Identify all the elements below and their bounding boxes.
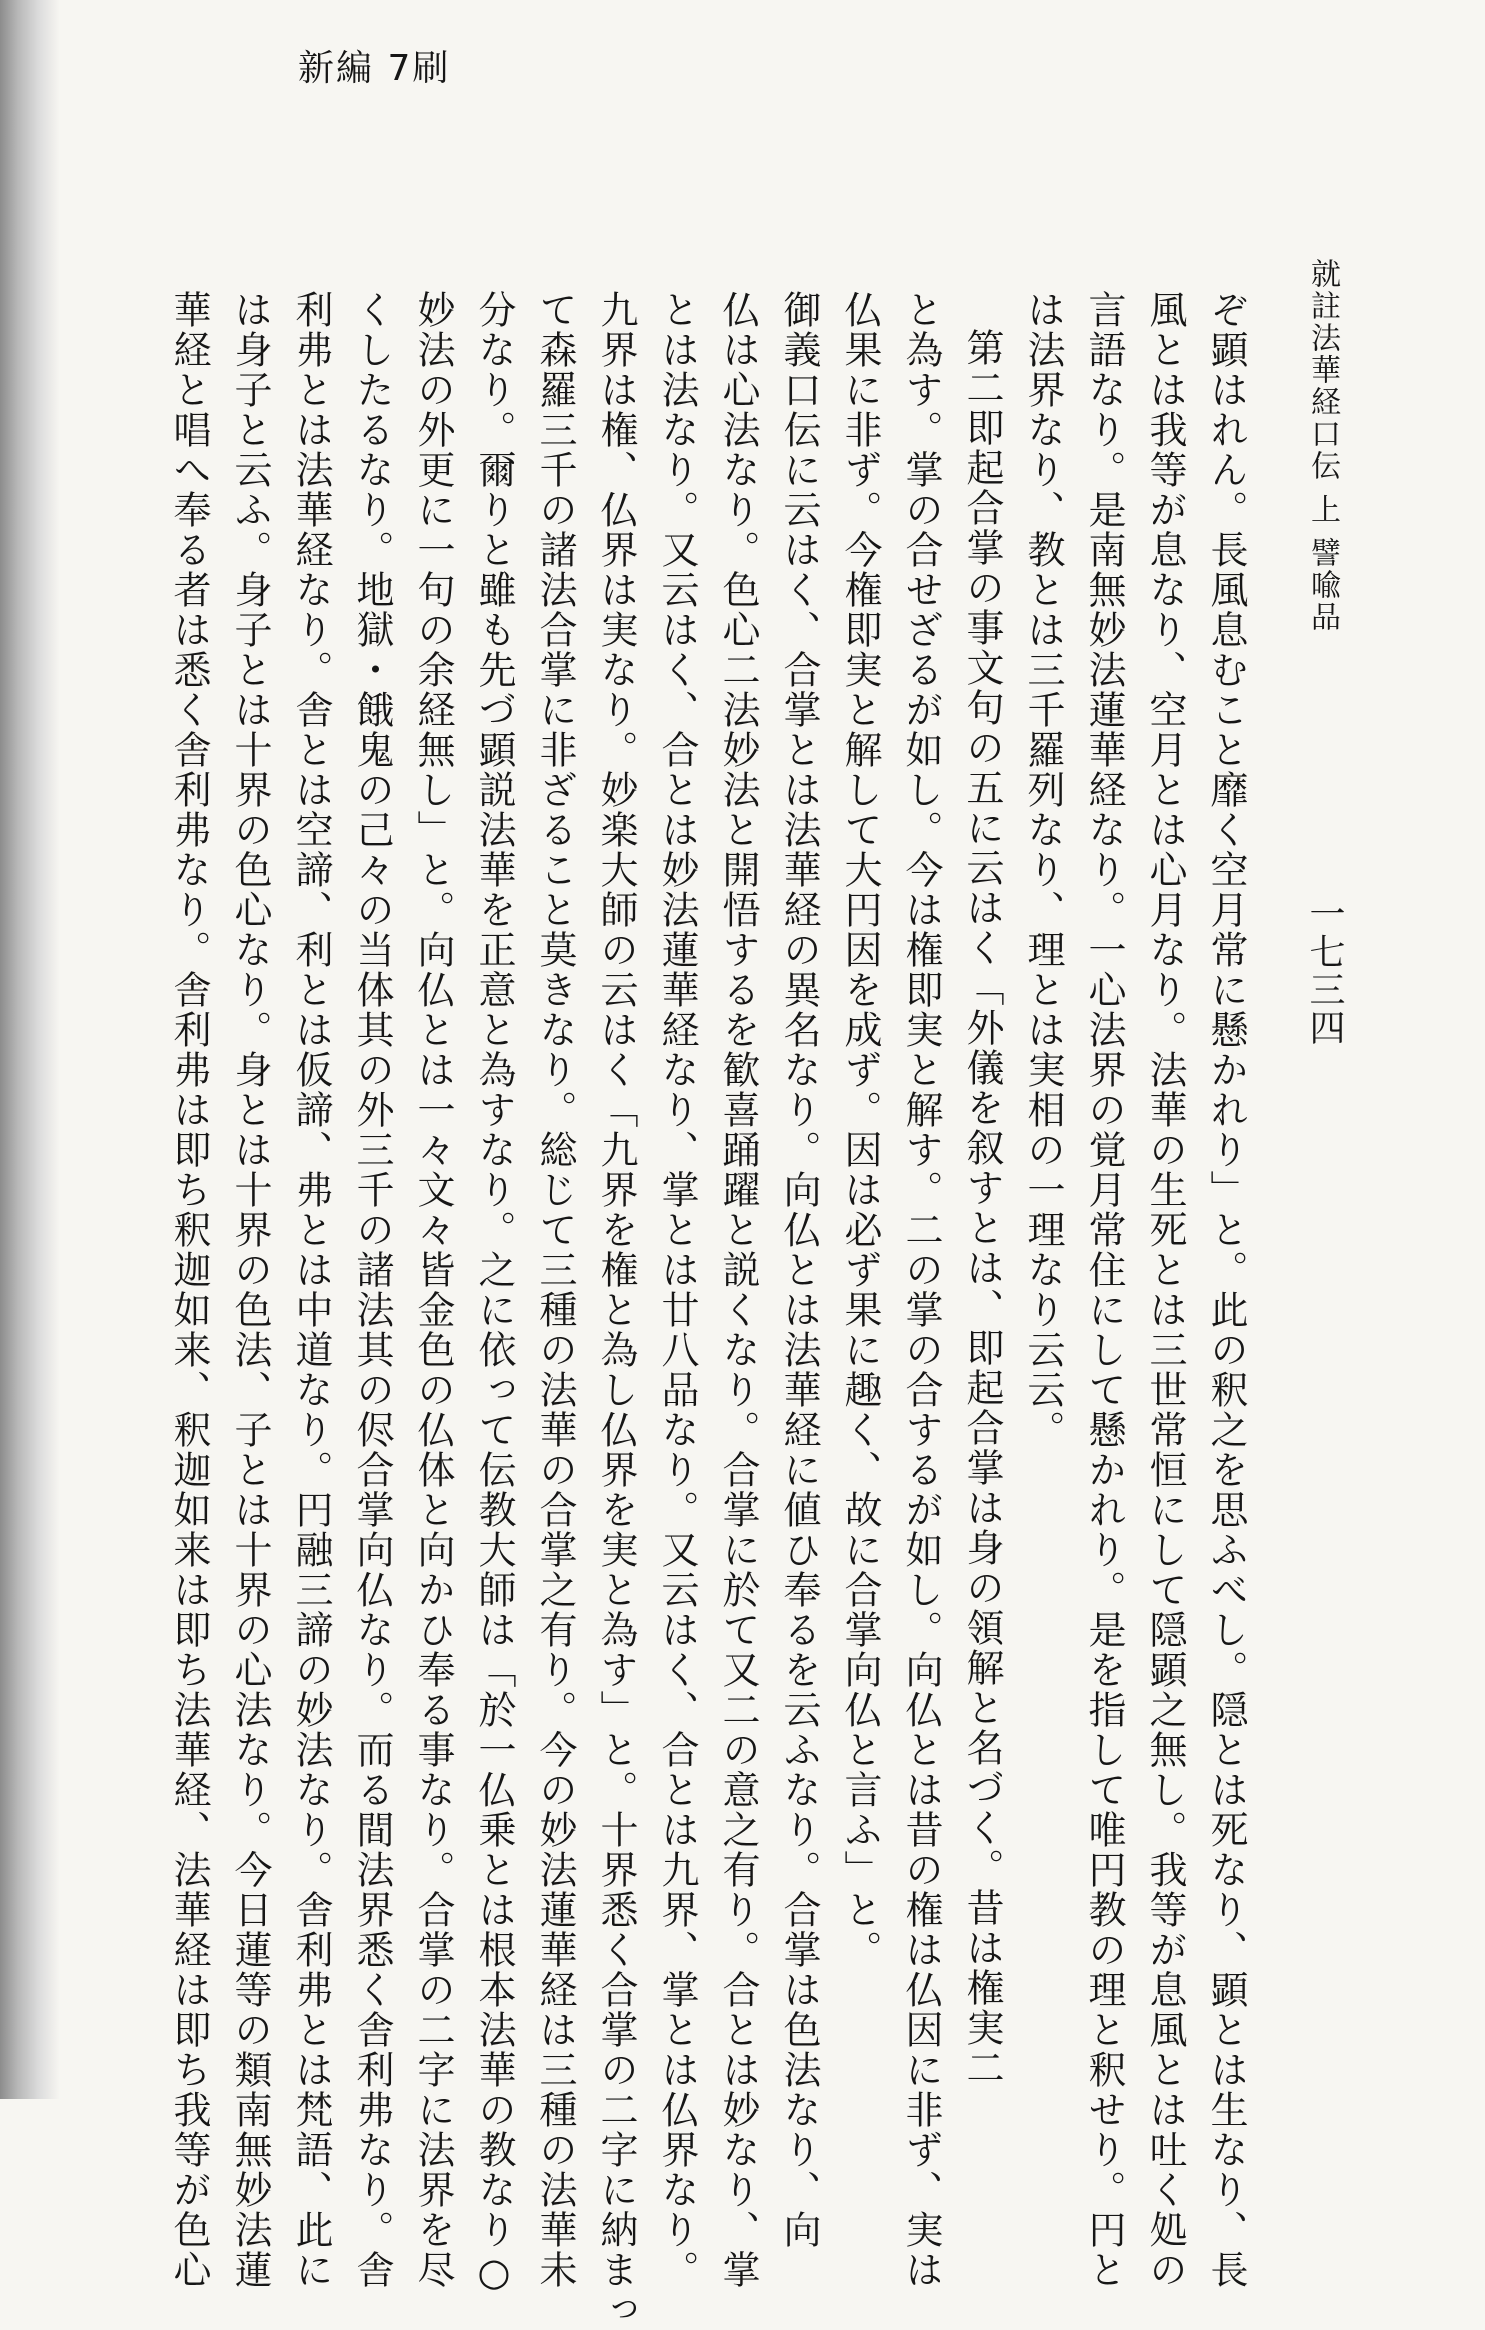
running-head: 就註法華経口伝 上 譬喩品 — [1305, 258, 1340, 634]
text-line: 分なり。爾りと雖も先づ顕説法華を正意と為すなり。之に依って伝教大師は「於一仏乗とは根本法華の教なり○ — [472, 290, 516, 2296]
section-heading — [951, 290, 1012, 2088]
edition-label: 新編 7刷 — [298, 48, 451, 89]
text-line: 仏果に非ず。今権即実と解して大円因を成ず。因は必ず果に趣く、故に合掌向仏と言ふ」と。 — [838, 290, 882, 1970]
text-line: 仏は心法なり。色心二法妙法と開悟するを歓喜踊躍と説くなり。合掌に於て又二の意之有り。合とは妙なり、掌 — [716, 290, 760, 2290]
text-line: 華経と唱へ奉る者は悉く舎利弗なり。舎利弗は即ち釈迦如来、釈迦如来は即ち法華経、法華経は即ち我等が色心 — [167, 290, 211, 2290]
text-line: て森羅三千の諸法合掌に非ざること莫きなり。総じて三種の法華の合掌之有り。今の妙法蓮華経は三種の法華未 — [533, 290, 577, 2290]
scan-gutter-shadow — [0, 0, 60, 2099]
text-line: とは法なり。又云はく、合とは妙法蓮華経なり、掌とは廿八品なり。又云はく、合とは九界、掌とは仏界なり。 — [655, 290, 699, 2290]
text-line: 言語なり。是南無妙法蓮華経なり。一心法界の覚月常住にして懸かれり。是を指して唯円教の理と釈せり。円と — [1082, 290, 1126, 2290]
text-line: ぞ顕はれん。長風息むこと靡く空月常に懸かれり」と。此の釈之を思ふべし。隠とは死なり、顕とは生なり、長 — [1204, 290, 1248, 2290]
text-line: は身子と云ふ。身子とは十界の色心なり。身とは十界の色法、子とは十界の心法なり。今日蓮等の類南無妙法蓮 — [228, 290, 272, 2290]
section-heading-number: 第二 — [960, 328, 1004, 408]
text-line: 妙法の外更に一句の余経無し」と。向仏とは一々文々皆金色の仏体と向かひ奉る事なり。合掌の二字に法界を尽 — [411, 290, 455, 2290]
text-line: と為す。掌の合せざるが如し。今は権即実と解す。二の掌の合するが如し。向仏とは昔の権は仏因に非ず、実は — [899, 290, 943, 2290]
page-number: 一七三四 — [1304, 895, 1345, 1047]
text-line: 風とは我等が息なり、空月とは心月なり。法華の生死とは三世常恒にして隠顕之無し。我等が息風とは吐く処の — [1143, 290, 1187, 2290]
text-line: は法界なり、教とは三千羅列なり、理とは実相の一理なり云云。 — [1021, 290, 1065, 1450]
section-heading-title: 即起合掌の事 — [960, 408, 1004, 648]
text-line: 御義口伝に云はく、合掌とは法華経の異名なり。向仏とは法華経に値ひ奉るを云ふなり。合掌は色法なり、向 — [777, 290, 821, 2250]
text-line: 九界は権、仏界は実なり。妙楽大師の云はく「九界を権と為し仏界を実と為す」と。十界悉く合掌の二字に納まっ — [594, 290, 638, 2330]
body-text — [167, 290, 1256, 2330]
text-line: 利弗とは法華経なり。舎とは空諦、利とは仮諦、弗とは中道なり。円融三諦の妙法なり。舎利弗とは梵語、此に — [289, 290, 333, 2290]
text-line: くしたるなり。地獄・餓鬼の己々の当体其の外三千の諸法其の侭合掌向仏なり。而る間法界悉く舎利弗なり。舎 — [350, 290, 394, 2290]
section-heading-source: 文句の五に云はく「外儀を叙すとは、即起合掌は身の領解と名づく。昔は権実二 — [960, 648, 1004, 2088]
